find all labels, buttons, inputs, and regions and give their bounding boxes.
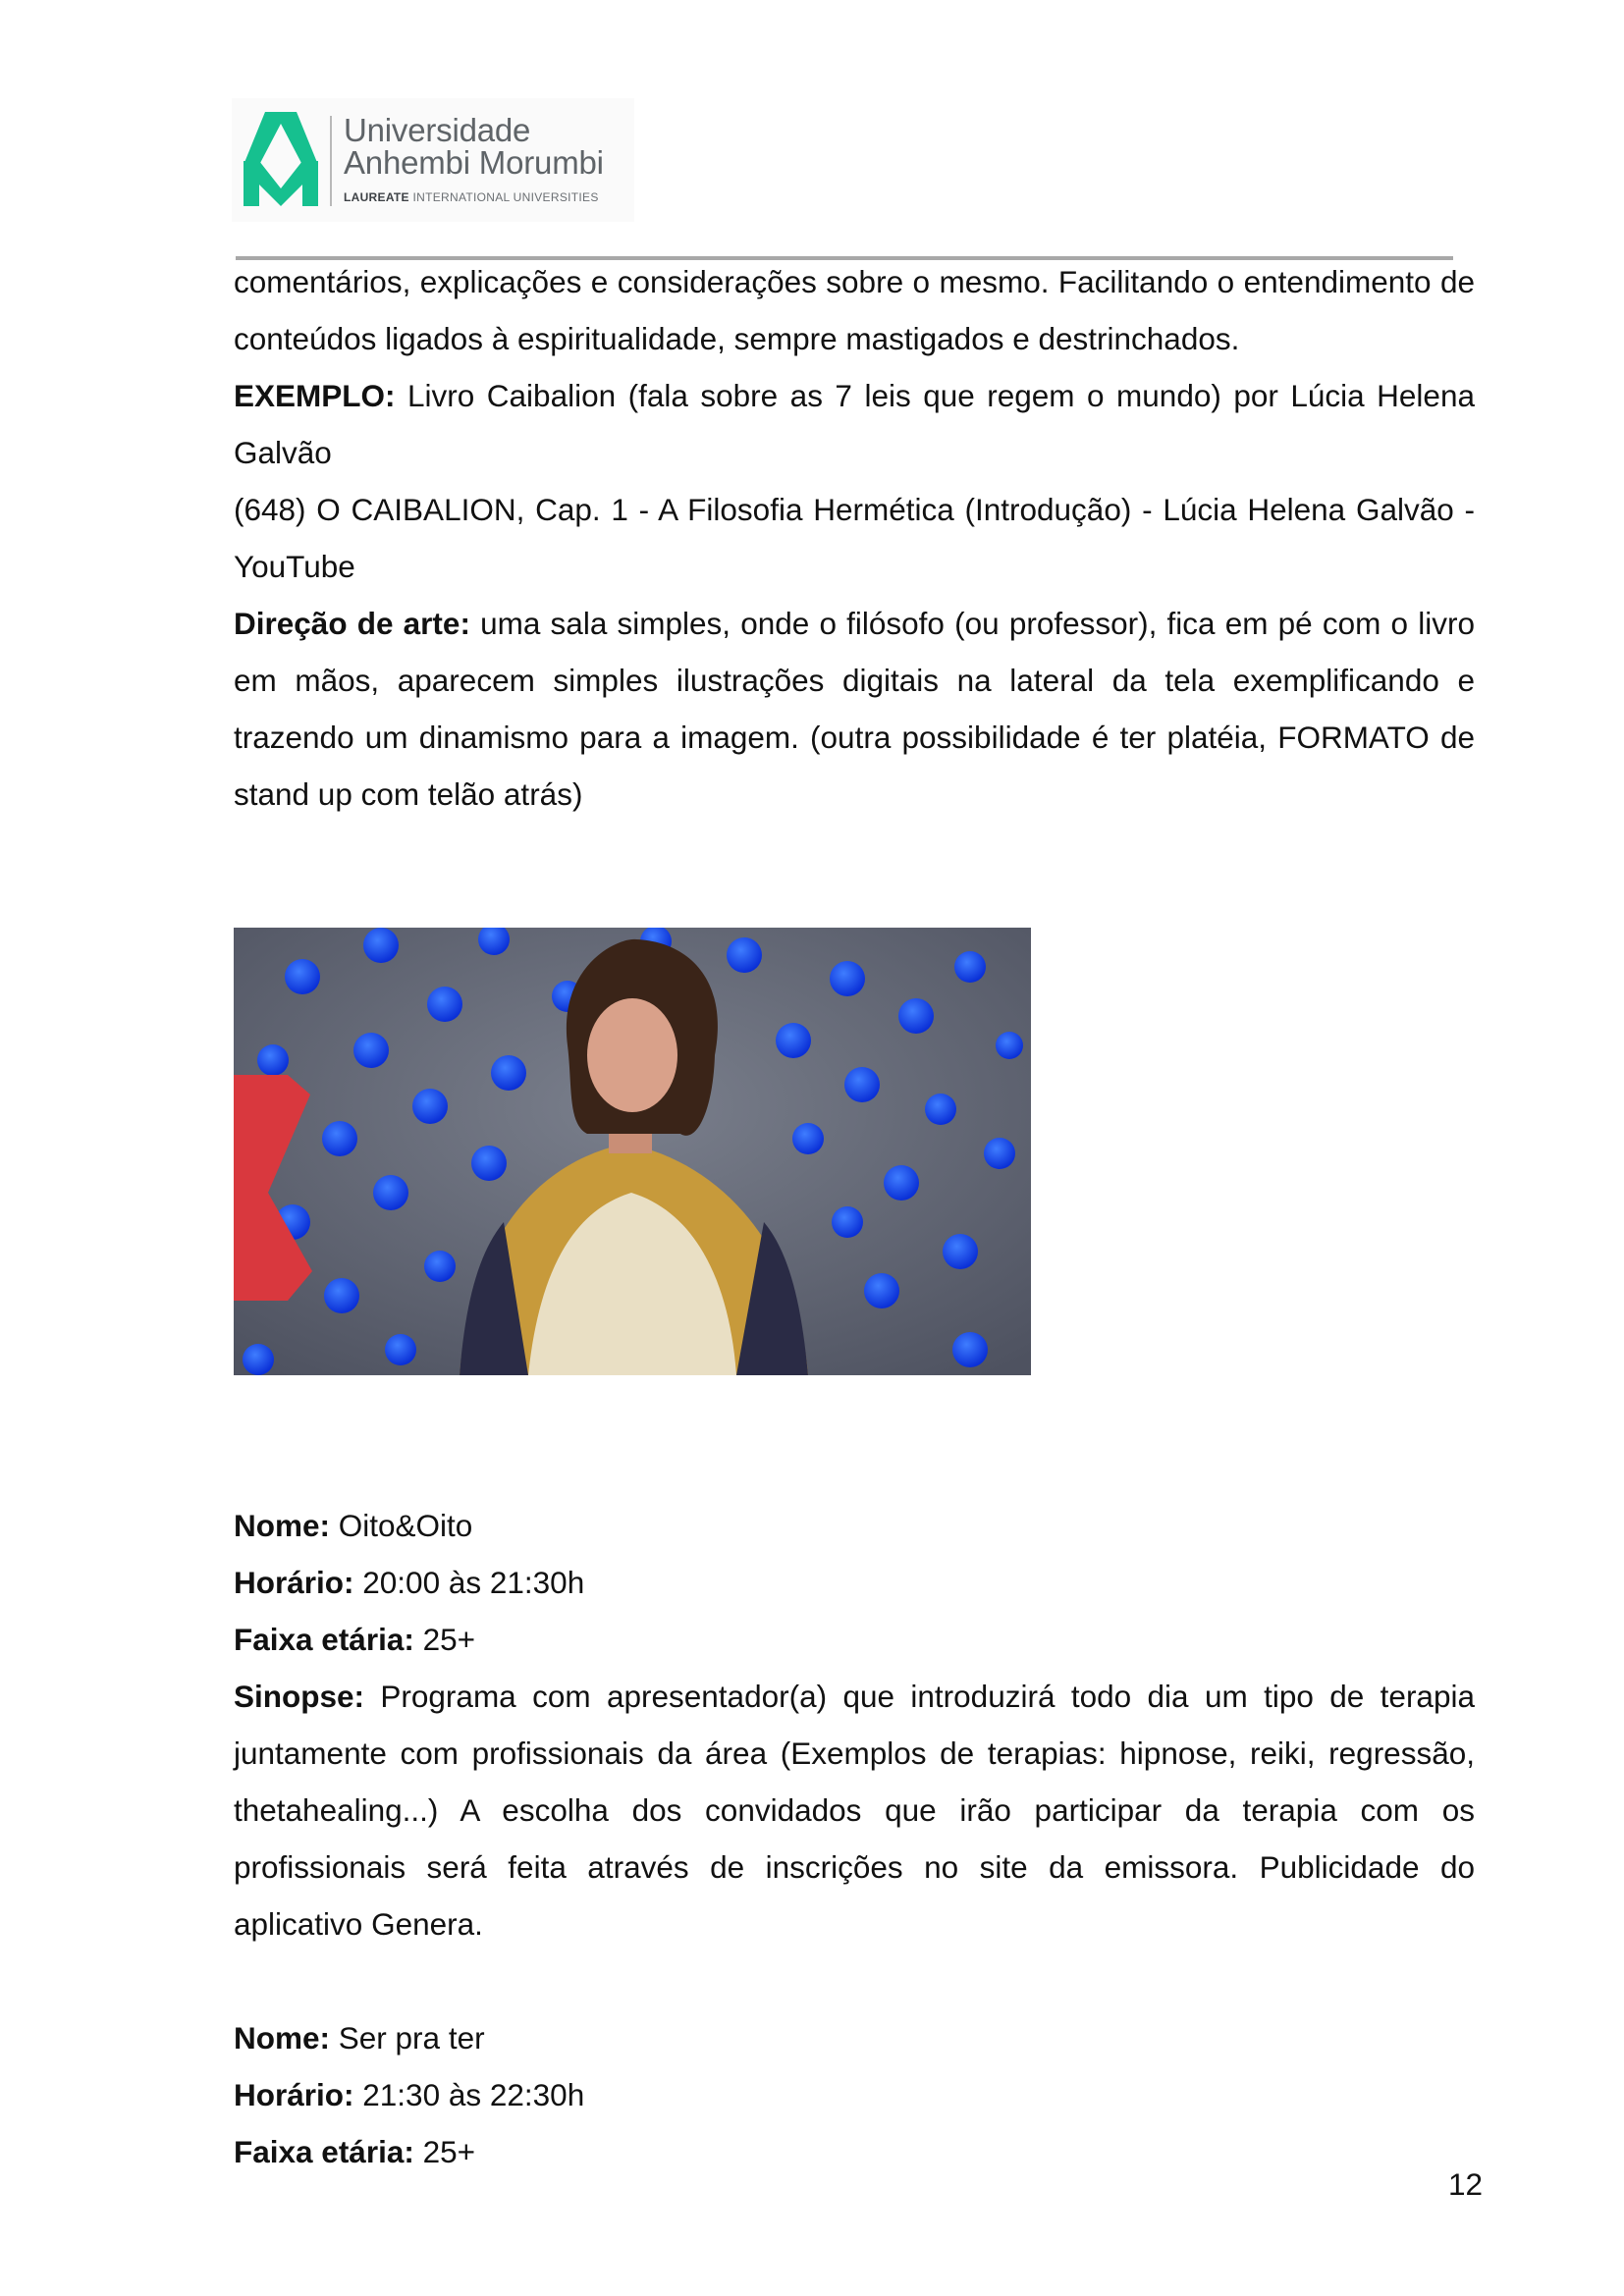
intro-paragraph: comentários, explicações e considerações sobre o mesmo. Facilitando o entendimento de conteúdos ligados à espiritualidade, sempre mastigados e destrinchados. — [234, 264, 1475, 356]
section-spacer — [234, 1952, 1475, 2009]
program2-time — [234, 2066, 1475, 2123]
program1-name-value: Oito&Oito — [330, 1508, 473, 1543]
page-number: 12 — [1447, 2166, 1483, 2202]
program2-name — [234, 2009, 1475, 2066]
program2-age — [234, 2123, 1475, 2180]
program1-name-label: Nome: — [234, 1508, 331, 1543]
program1-age — [234, 1611, 1475, 1668]
lecture-video-still — [234, 928, 1031, 1375]
program2-time-label: Horário: — [234, 2077, 354, 2112]
logo-university: Universidade — [344, 112, 531, 148]
program2-age-label: Faixa etária: — [234, 2134, 414, 2169]
logo-divider — [330, 116, 332, 206]
example-paragraph — [234, 367, 1475, 481]
program1-name — [234, 1497, 1475, 1554]
program1-age-value: 25+ — [413, 1622, 476, 1657]
university-logo — [232, 98, 634, 222]
program1-time-label: Horário: — [234, 1565, 354, 1600]
example-text: Livro Caibalion (fala sobre as 7 leis que regem o mundo) por Lúcia Helena Galvão — [234, 378, 1475, 470]
program2-time-value: 21:30 às 22:30h — [353, 2077, 585, 2112]
logo-laureate-rest: INTERNATIONAL UNIVERSITIES — [408, 190, 599, 204]
program1-synopsis-text: Programa com apresentador(a) que introduzirá todo dia um tipo de terapia juntamente com profissionais da área (Exemplos de terapias: hipnose, reiki, regressão, thetahealing...) A escolha dos convidados que irão participar da terapia com os profissionais será feita através de inscrições no site da emissora. Publicidade do aplicativo Genera. — [234, 1679, 1475, 1942]
art-direction-paragraph — [234, 595, 1475, 823]
art-direction-text: uma sala simples, onde o filósofo (ou professor), fica em pé com o livro em mãos, aparecem simples ilustrações digitais na lateral da tela exemplificando e trazendo um dinamismo para a imagem. (outra possibilidade é ter platéia, FORMATO de stand up com telão atrás) — [234, 606, 1475, 812]
program1-synopsis-label: Sinopse: — [234, 1679, 365, 1714]
program1-time-value: 20:00 às 21:30h — [353, 1565, 585, 1600]
program2-name-label: Nome: — [234, 2020, 331, 2056]
logo-name: Anhembi Morumbi — [344, 144, 604, 181]
anhembi-morumbi-logo-icon — [244, 112, 318, 206]
logo-wordmark — [344, 114, 604, 204]
video-link[interactable]: (648) O CAIBALION, Cap. 1 - A Filosofia Hermética (Introdução) - Lúcia Helena Galvão - YouTube — [234, 492, 1475, 584]
program1-age-label: Faixa etária: — [234, 1622, 414, 1657]
program1-synopsis — [234, 1668, 1475, 1952]
art-direction-label: Direção de arte: — [234, 606, 470, 641]
program1-time — [234, 1554, 1475, 1611]
program2-age-value: 25+ — [413, 2134, 476, 2169]
example-label: EXEMPLO: — [234, 378, 396, 413]
program2-name-value: Ser pra ter — [330, 2020, 485, 2056]
logo-laureate-bold: LAUREATE — [344, 190, 409, 204]
logo-laureate — [344, 190, 604, 204]
